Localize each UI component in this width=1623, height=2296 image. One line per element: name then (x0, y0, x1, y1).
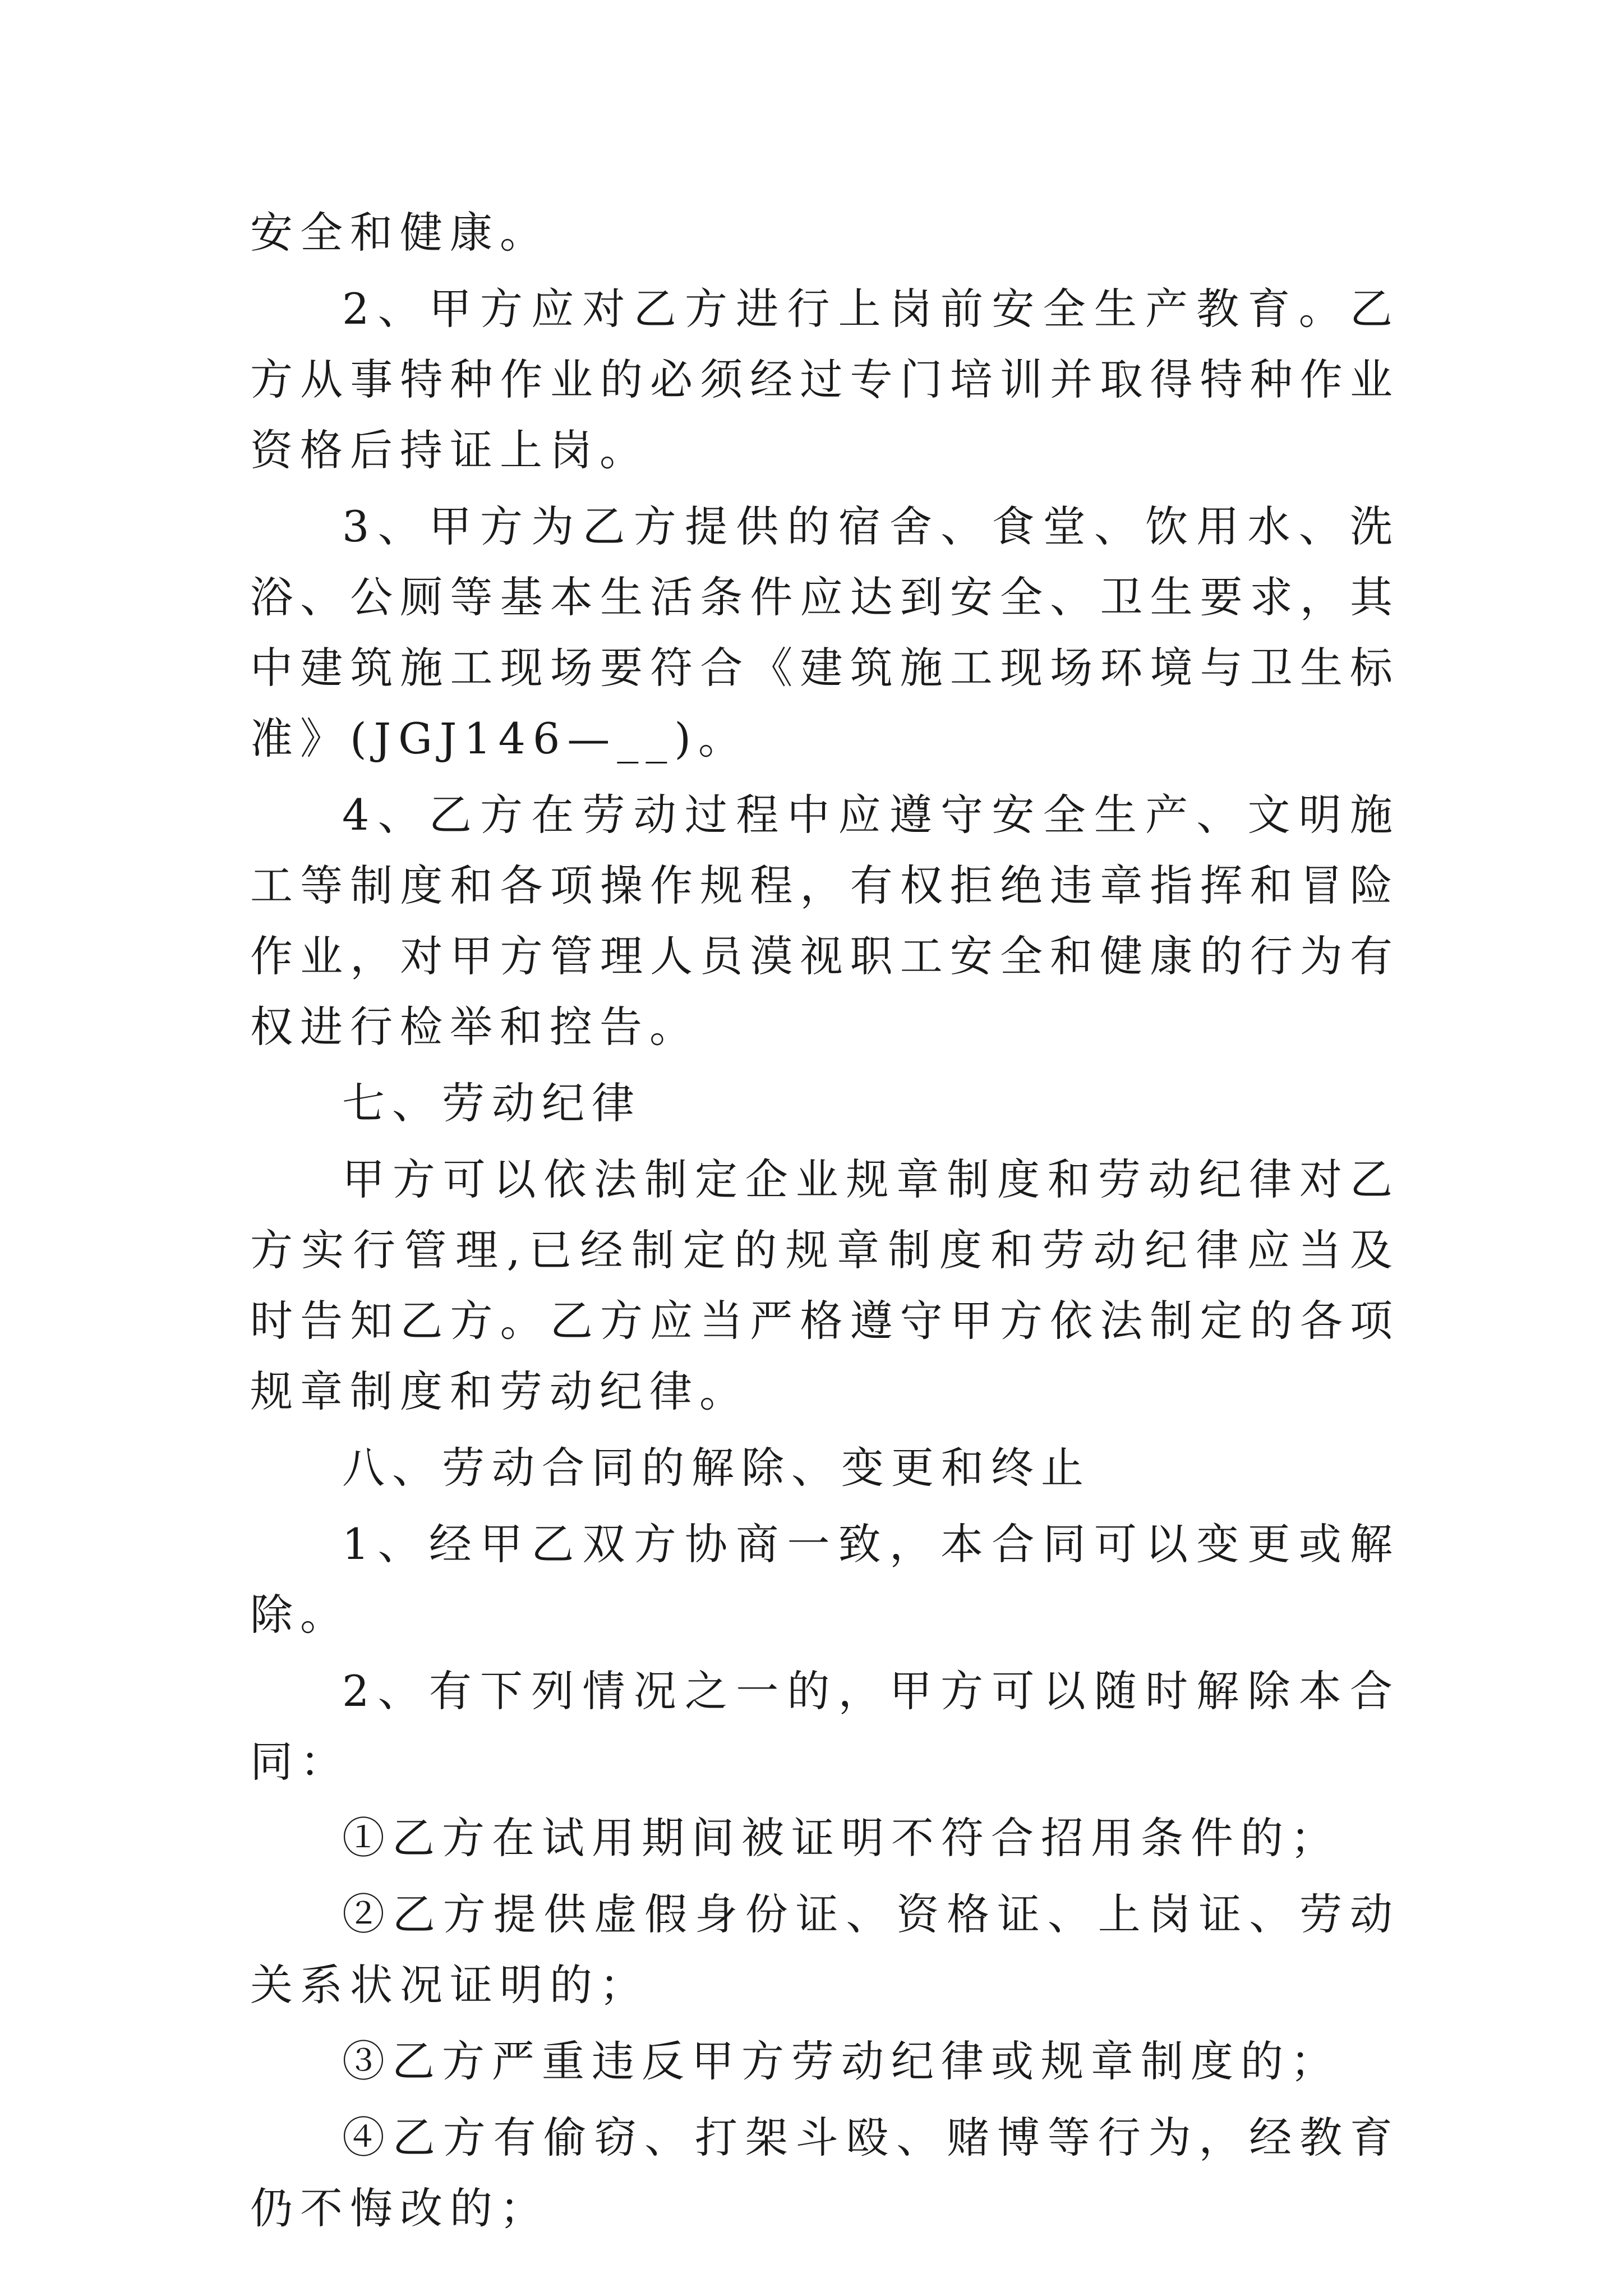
list-item-circled-1: ①乙方在试用期间被证明不符合招用条件的； (342, 1813, 1340, 1863)
list-item-circled-3: ③乙方严重违反甲方劳动纪律或规章制度的； (342, 2036, 1340, 2086)
paragraph-labor-discipline: 甲方可以依法制定企业规章制度和劳动纪律对乙方实行管理,已经制定的规章制度和劳动纪律应当及时告知乙方。乙方应当严格遵守甲方依法制定的各项规章制度和劳动纪律。 (250, 1154, 1400, 1416)
list-item-circled-4: ④乙方有偷窃、打架斗殴、赌博等行为，经教育仍不悔改的； (250, 2113, 1400, 2233)
section-heading-labor-discipline: 七、劳动纪律 (342, 1078, 642, 1128)
paragraph-termination-item-1: 1、经甲乙双方协商一致，本合同可以变更或解除。 (250, 1519, 1400, 1640)
section-heading-contract-termination: 八、劳动合同的解除、变更和终止 (342, 1443, 1091, 1493)
document-body (250, 197, 1400, 2244)
paragraph-termination-item-2: 2、有下列情况之一的，甲方可以随时解除本合同： (250, 1666, 1400, 1787)
paragraph-item-3: 3、甲方为乙方提供的宿舍、食堂、饮用水、洗浴、公厕等基本生活条件应达到安全、卫生要求，其中建筑施工现场要符合《建筑施工现场环境与卫生标准》(JGJ146—__)。 (250, 501, 1400, 763)
list-item-circled-2: ②乙方提供虚假身份证、资格证、上岗证、劳动关系状况证明的； (250, 1889, 1400, 2010)
paragraph-item-2: 2、甲方应对乙方进行上岗前安全生产教育。乙方从事特种作业的必须经过专门培训并取得特种作业资格后持证上岗。 (250, 284, 1400, 475)
paragraph-item-4: 4、乙方在劳动过程中应遵守安全生产、文明施工等制度和各项操作规程，有权拒绝违章指挥和冒险作业，对甲方管理人员漠视职工安全和健康的行为有权进行检举和控告。 (250, 790, 1400, 1052)
paragraph-continuation: 安全和健康。 (250, 208, 550, 257)
